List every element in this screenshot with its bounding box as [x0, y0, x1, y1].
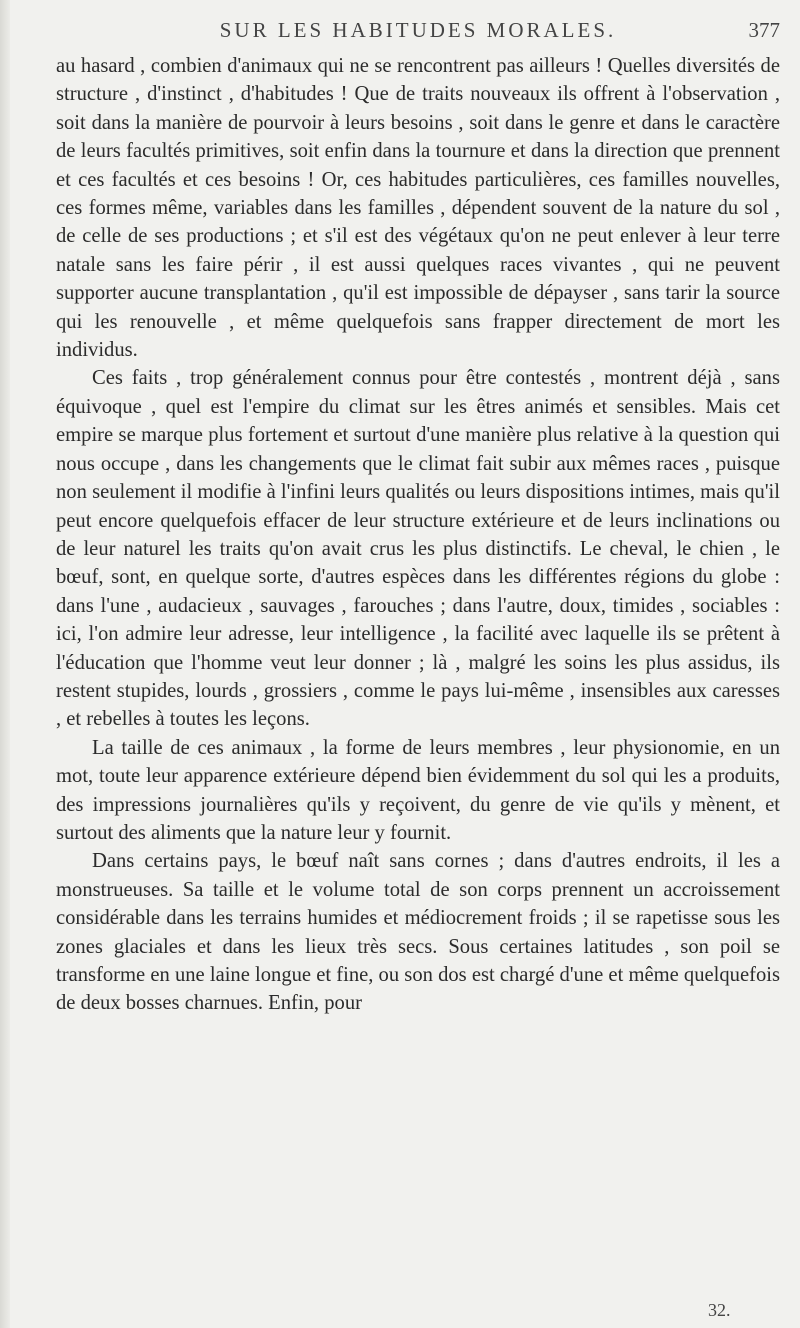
page-number: 377	[748, 18, 780, 42]
running-head: SUR LES HABITUDES MORALES.	[219, 18, 617, 42]
paragraph-3: La taille de ces animaux , la forme de leurs membres , leur physionomie, en un mot, toute leur apparence extérieure dépend bien évidemment du sol qui les a produits, des impressions journalières qu'ils y reçoivent, du genre de vie qu'ils y mènent, et surtout des aliments que la nature leur y fournit.	[56, 736, 780, 844]
paragraph-2: Ces faits , trop généralement connus pour être contestés , montrent déjà , sans équivoque , quel est l'empire du climat sur les êtres animés et sensibles. Mais cet empire se marque plus fortement et surtout d'une manière plus relative à la question qui nous occupe , dans les changements que le climat fait subir aux mêmes races , puisque non seulement il modifie à l'infini leurs qualités ou leurs dispositions intimes, mais qu'il peut encore quelquefois effacer de leur structure extérieure et de leurs inclinations ou de leur naturel les traits qu'on avait crus les plus distinctifs. Le cheval, le chien , le bœuf, sont, en quelque sorte, d'autres espèces dans les différentes régions du globe : dans l'une , audacieux , sauvages , farouches ; dans l'autre, doux, timides , sociables : ici, l'on admire leur adresse, leur intelligence , la facilité avec laquelle ils se prêtent à l'éducation que l'homme veut leur donner ; là , malgré les soins les plus assidus, ils restent stupides, lourds , grossiers , comme le pays lui-même , insensibles aux caresses , et rebelles à toutes les leçons.	[56, 367, 780, 731]
paragraph-4: Dans certains pays, le bœuf naît sans cornes ; dans d'autres endroits, il les a monstrueuses. Sa taille et le volume total de son corps prennent un accroissement considérable dans les terrains humides et médiocrement froids ; il se rapetisse sous les zones glaciales et dans les lieux très secs. Sous certaines latitudes , son poil se transforme en une laine longue et fine, ou son dos est chargé d'une et même quelquefois de deux bosses charnues. Enfin, pour	[56, 850, 780, 1015]
page-header	[56, 18, 780, 52]
body-text	[56, 52, 780, 1018]
paragraph-1: au hasard , combien d'animaux qui ne se rencontrent pas ailleurs ! Quelles diversités de structure , d'instinct , d'habitudes ! Que de traits nouveaux ils offrent à l'observation , soit dans la manière de pourvoir à leurs besoins , soit dans le genre et dans le caractère de leurs facultés primitives, soit enfin dans la tournure et dans la direction que prennent et ces facultés et ces besoins ! Or, ces habitudes particulières, ces familles nouvelles, ces formes même, variables dans les familles , dépendent souvent de la nature du sol , de celle de ses productions ; et s'il est des végétaux qu'on ne peut enlever à leur terre natale sans les faire périr , il est aussi quelques races vivantes , qui ne peuvent supporter aucune transplantation , qu'il est impossible de dépayser , sans tarir la source qui les renouvelle , et même quelquefois sans frapper directement de mort les individus.	[56, 55, 780, 362]
page-edge-shadow	[0, 0, 10, 1328]
signature-mark: 32.	[708, 1300, 731, 1320]
